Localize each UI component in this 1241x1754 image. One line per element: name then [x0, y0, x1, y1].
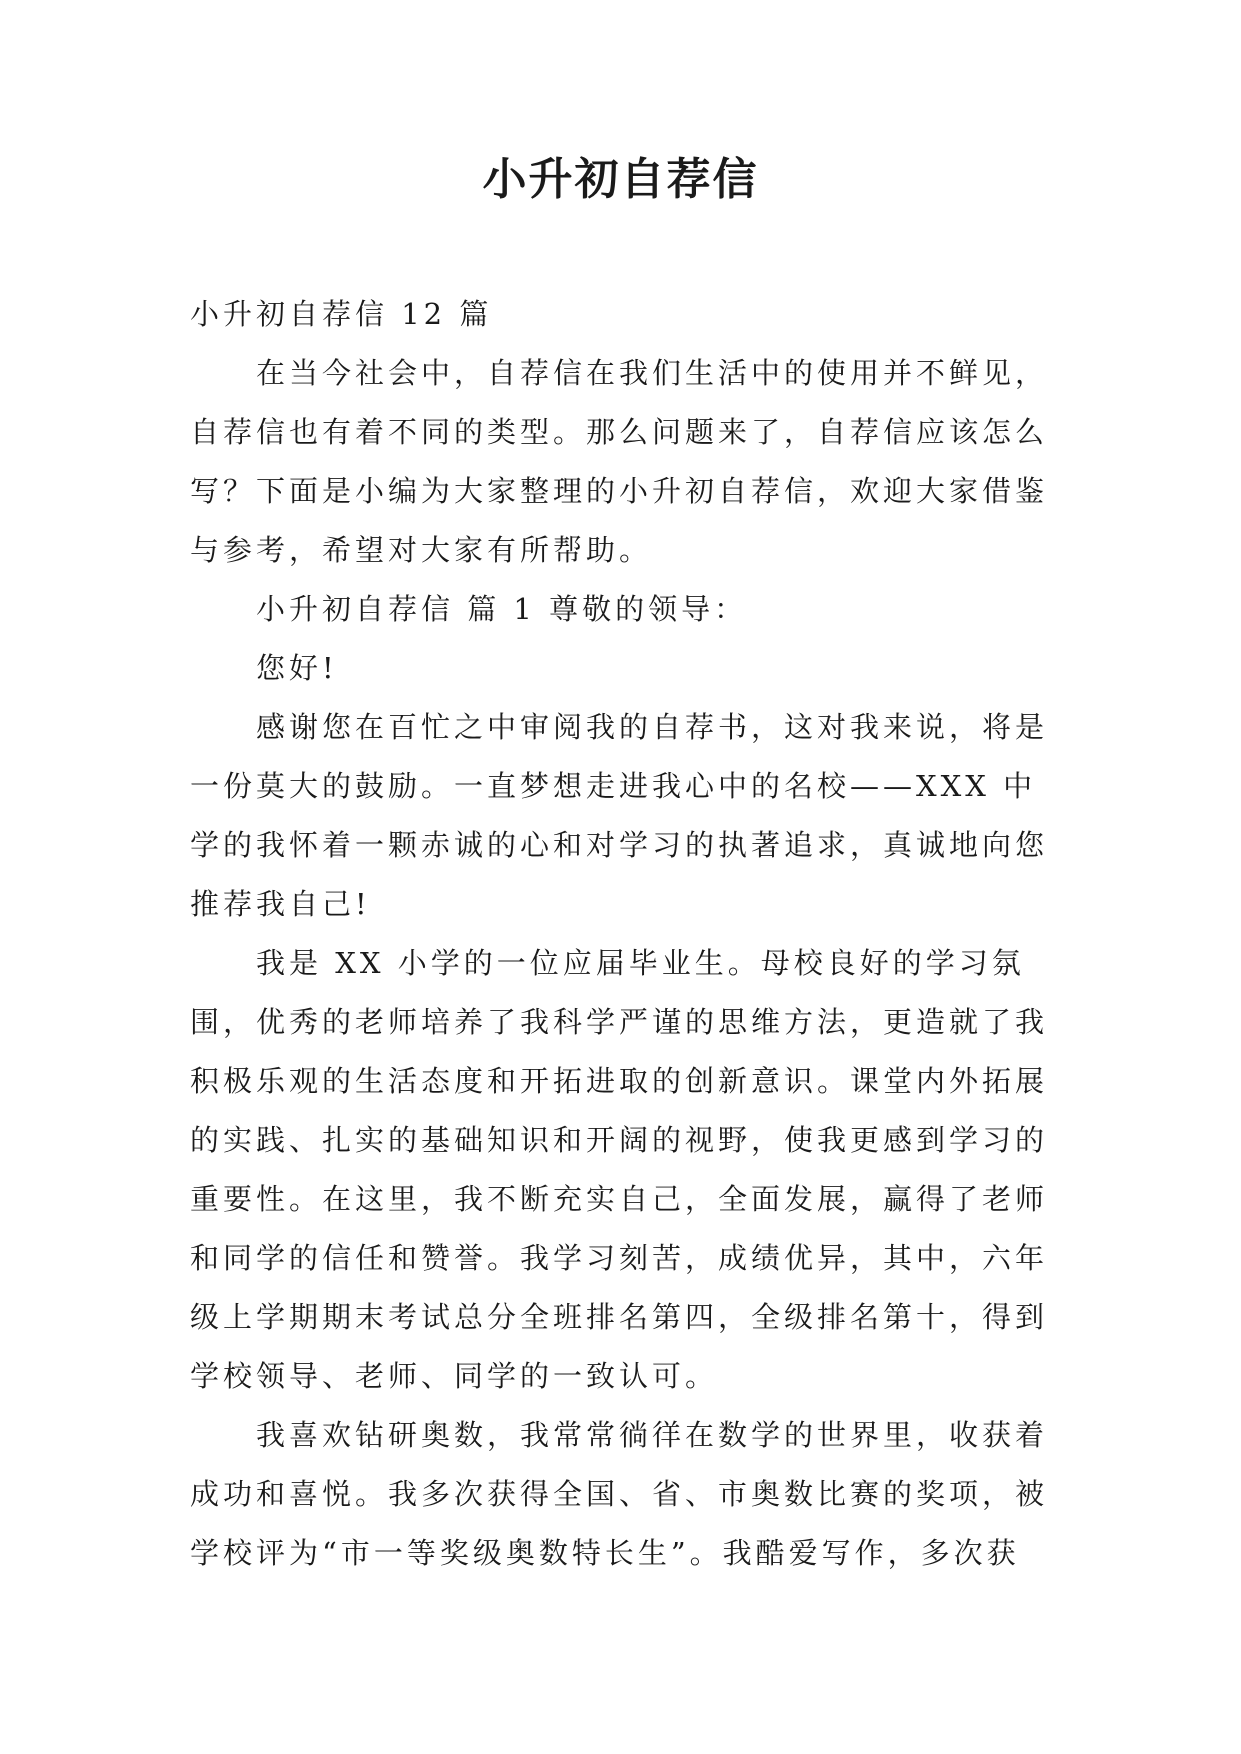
paragraph-intro: 在当今社会中，自荐信在我们生活中的使用并不鲜见，自荐信也有着不同的类型。那么问题来了，自荐信应该怎么写？下面是小编为大家整理的小升初自荐信，欢迎大家借鉴与参考，希望对大家有所帮助。 — [190, 356, 1049, 567]
paragraph-subtitle: 小升初自荐信 12 篇 — [190, 297, 493, 331]
paragraph-salutation: 小升初自荐信 篇 1 尊敬的领导： — [256, 592, 748, 626]
paragraph-interests: 我喜欢钻研奥数，我常常徜徉在数学的世界里，收获着成功和喜悦。我多次获得全国、省、市奥数比赛的奖项，被学校评为“市一等奖级奥数特长生”。我酷爱写作，多次获 — [190, 1418, 1049, 1570]
document-body — [190, 285, 1056, 1583]
paragraph-greeting: 您好! — [256, 651, 338, 685]
paragraph-background: 我是 XX 小学的一位应届毕业生。母校良好的学习氛围，优秀的老师培养了我科学严谨的思维方法，更造就了我积极乐观的生活态度和开拓进取的创新意识。课堂内外拓展的实践、扎实的基础知识和开阔的视野，使我更感到学习的重要性。在这里，我不断充实自己，全面发展，赢得了老师和同学的信任和赞誉。我学习刻苦，成绩优异，其中，六年级上学期期末考试总分全班排名第四，全级排名第十，得到学校领导、老师、同学的一致认可。 — [190, 946, 1049, 1393]
document-title: 小升初自荐信 — [482, 154, 759, 205]
paragraph-thanks: 感谢您在百忙之中审阅我的自荐书，这对我来说，将是一份莫大的鼓励。一直梦想走进我心中的名校——XXX 中学的我怀着一颗赤诚的心和对学习的执著追求，真诚地向您推荐我自己! — [190, 710, 1049, 921]
